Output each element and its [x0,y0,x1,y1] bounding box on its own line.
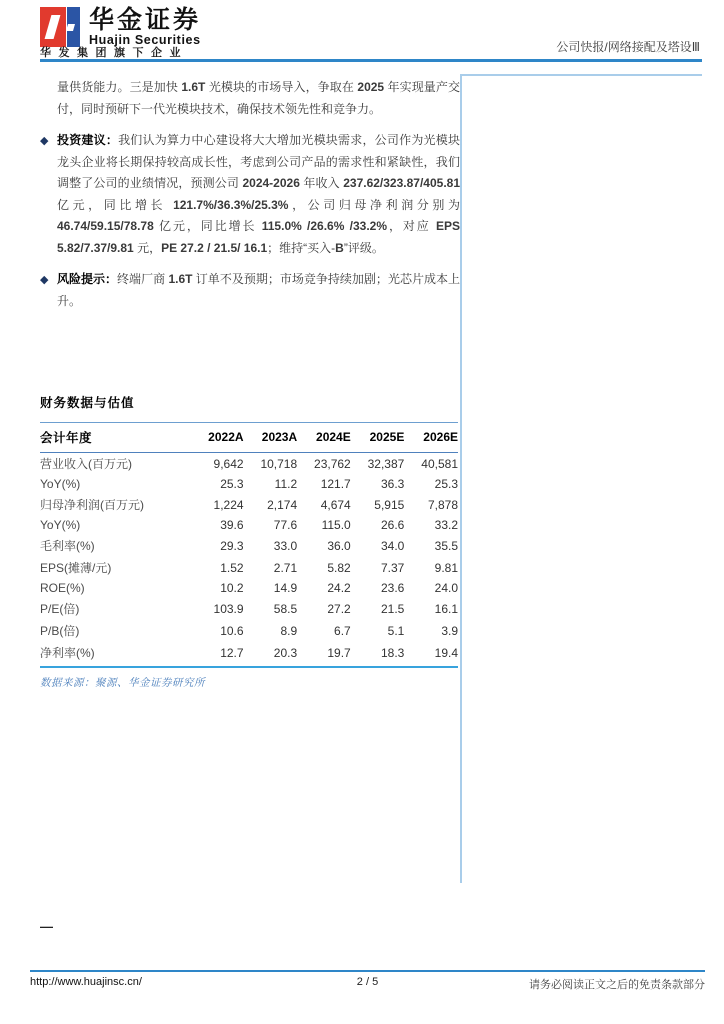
cell-value: 23.6 [380,581,405,595]
body-text: 光模块的市场导入，争取在 [205,80,358,94]
cell-value: 3.9 [441,623,458,638]
cell-value: 2,174 [267,497,298,512]
cell-value: 115.0 [321,518,351,532]
numeric-highlight: 237.62/323.87/405.81 [343,176,460,190]
brand-name-cn: 华金证券 [89,6,202,34]
cell-value: 1,224 [213,497,244,512]
column-header: 2023A [244,423,298,453]
huajin-logo-icon [40,7,80,47]
paragraph [40,77,460,120]
cell-value: 36.3 [380,477,405,491]
cell-value: 4,674 [320,497,351,512]
numeric-highlight: 115.0% /26.6% /33.2% [261,219,388,233]
cell-value: 24.0 [434,581,458,595]
diamond-bullet-icon: ◆ [40,135,49,147]
column-header: 2024E [297,423,351,453]
cell-value: 27.2 [327,601,351,616]
footer-website-link[interactable]: http://www.huajinsc.cn/ [30,976,142,988]
table-row [40,598,458,620]
row-label: 毛利率(%) [40,539,95,553]
cell-value: 1.52 [220,560,244,575]
body-paragraphs [40,77,460,322]
row-label: P/B(倍) [40,624,80,638]
cell-value: 39.6 [220,518,244,532]
financials-table-head [40,423,458,453]
footer-rule [30,970,705,972]
cell-value: 20.3 [244,642,298,667]
body-text: 年收入 [299,176,344,190]
row-label: P/E(倍) [40,602,80,616]
numeric-highlight: PE 27.2 / 21.5/ 16.1 [161,240,268,255]
diamond-bullet-icon: ◆ [40,274,49,286]
cell-value: 16.1 [434,601,458,616]
table-row [40,642,458,667]
cell-value: 7,878 [427,497,458,512]
paragraph [40,269,460,312]
body-text: ；维持“买入- [267,240,336,255]
financials-table [40,422,458,668]
footer-disclaimer: 请务必阅读正文之后的免责条款部分 [529,979,705,991]
cell-value: 14.9 [273,581,298,595]
paragraph-label: 风险提示： [57,272,118,286]
table-row [40,535,458,557]
body-text: ”评级。 [343,240,384,255]
financials-title: 财务数据与估值 [40,396,135,410]
body-text: 订单不及预期；市场竞争持续加剧；光芯片成本上升。 [57,272,460,308]
table-row [40,557,458,579]
row-label: YoY(%) [40,518,81,532]
financials-table-body [40,453,458,668]
numeric-highlight: 2024-2026 [242,176,300,190]
body-text: ，公司归母净利润分别为 [288,197,460,212]
numeric-highlight: EPS 5.82/7.37/9.81 [57,219,460,255]
brand-subtitle: 华发集团旗下企业 [40,47,188,59]
cell-value: 5.1 [387,623,405,638]
cell-value: 10,718 [260,456,298,471]
cell-value: 11.2 [274,477,298,491]
brand-name-en: Huajin Securities [89,33,201,47]
body-text: 终端厂商 [117,272,169,286]
cell-value: 35.5 [434,538,458,553]
paragraph-label: 投资建议： [57,133,119,147]
cell-value: 6.7 [334,623,351,638]
report-type-label: 公司快报/网络接配及塔设Ⅲ [556,40,700,54]
cell-value: 18.3 [351,642,405,667]
cell-value: 10.2 [220,581,244,595]
column-header: 会计年度 [40,423,192,453]
body-text: ，对应 [387,219,436,233]
body-text: 亿元，同比增长 [57,197,174,212]
body-text: 元， [133,240,162,255]
cell-value: 26.6 [380,518,405,532]
numeric-highlight: 1.6T [168,272,193,286]
paragraph [40,130,460,259]
row-label: 净利率(%) [40,642,192,667]
numeric-highlight: 46.74/59.15/78.78 [57,219,154,233]
brand-text [89,7,201,47]
table-row [40,494,458,516]
cell-value: 10.6 [220,623,244,638]
cell-value: 33.2 [434,518,458,532]
cell-value: 19.4 [404,642,458,667]
cell-value: 19.7 [297,642,351,667]
cell-value: 33.0 [273,538,298,553]
numeric-highlight: B [335,240,344,255]
table-header-row [40,423,458,453]
page-number: 2 / 5 [356,976,379,988]
table-row [40,579,458,598]
cell-value: 25.3 [434,477,458,491]
numeric-highlight: 121.7%/36.3%/25.3% [173,197,289,212]
cell-value: 24.2 [327,581,351,595]
cell-value: 9,642 [213,456,244,471]
numeric-highlight: 1.6T [181,80,206,94]
body-text: 亿元，同比增长 [153,219,262,233]
cell-value: 5,915 [374,497,405,512]
cell-value: 7.37 [380,560,405,575]
cell-value: 25.3 [220,477,244,491]
cell-value: 23,762 [314,456,351,471]
row-label: YoY(%) [40,477,81,491]
body-text: 量供货能力。三是加快 [57,80,182,94]
cell-value: 34.0 [380,538,405,553]
data-source-note: 数据来源：聚源、华金证券研究所 [40,677,205,689]
table-row [40,516,458,535]
right-sidebar-box [460,74,702,883]
column-header: 2026E [404,423,458,453]
body-text: 年实现量产交付，同时预研下一代光模块技术，确保技术领先性和竞争力。 [57,80,460,116]
row-label: EPS(摊薄/元) [40,561,112,575]
page-dash-mark: — [40,919,53,934]
header-rule [40,59,702,62]
column-header: 2025E [351,423,405,453]
cell-value: 36.0 [327,538,351,553]
cell-value: 21.5 [380,601,405,616]
cell-value: 5.82 [327,560,351,575]
numeric-highlight: 2025 [357,80,385,94]
cell-value: 29.3 [220,538,244,553]
cell-value: 121.7 [320,477,351,491]
cell-value: 8.9 [280,623,298,638]
row-label: ROE(%) [40,581,85,595]
cell-value: 2.71 [273,560,298,575]
table-row [40,475,458,494]
cell-value: 40,581 [421,456,458,471]
cell-value: 9.81 [434,560,458,575]
column-header: 2022A [192,423,244,453]
table-row [40,620,458,642]
body-text: 我们认为算力中心建设将大大增加光模块需求，公司作为光模块龙头企业将长期保持较高成长性，考虑到公司产品的需求性和紧缺性，我们调整了公司的业绩情况，预测公司 [57,133,460,190]
cell-value: 32,387 [367,456,405,471]
cell-value: 12.7 [192,642,244,667]
cell-value: 77.6 [273,518,298,532]
row-label: 归母净利润(百万元) [40,498,144,512]
table-row [40,453,458,476]
cell-value: 103.9 [213,601,244,616]
huajin-logo [40,7,201,47]
row-label: 营业收入(百万元) [40,457,132,471]
financials-section [40,393,458,690]
cell-value: 58.5 [273,601,298,616]
